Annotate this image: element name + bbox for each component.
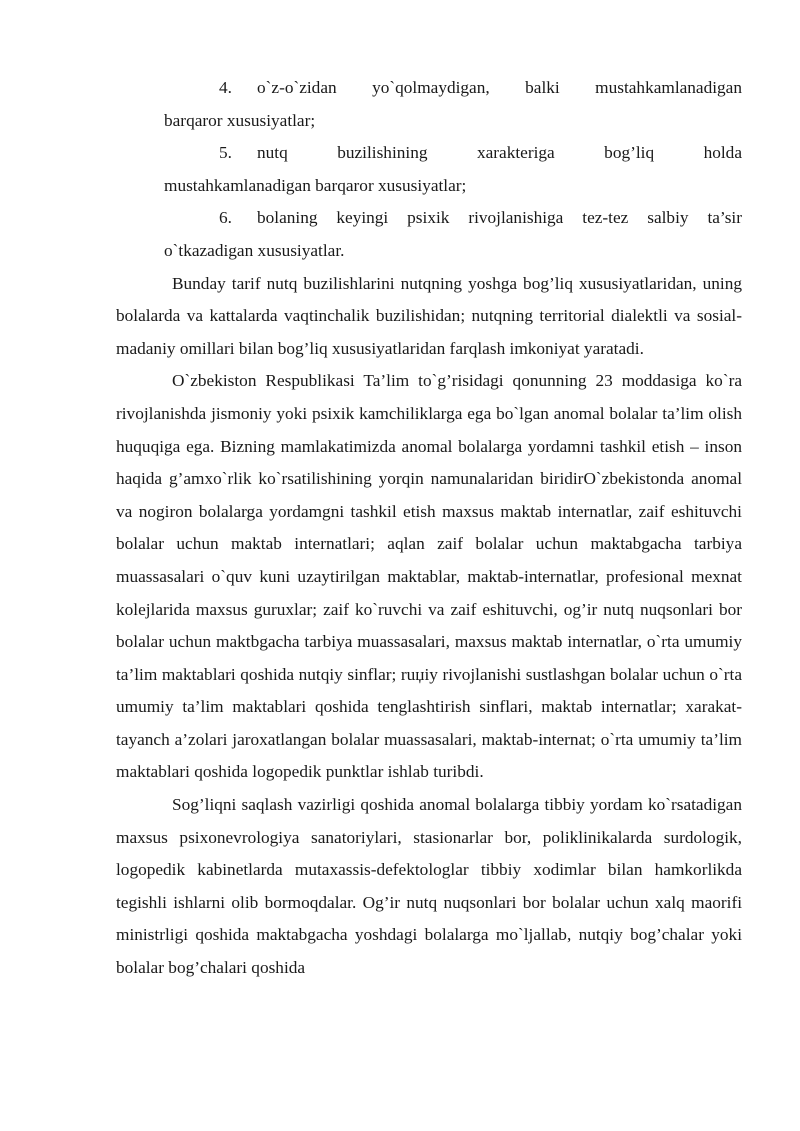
list-item-text: bolaning keyingi psixik rivojlanishiga tez-tez salbiy ta’sir (257, 208, 742, 228)
list-item-continuation: mustahkamlanadigan barqaror xususiyatlar; (164, 175, 467, 195)
list-item-6 (116, 202, 742, 267)
list-item-5 (116, 137, 742, 202)
paragraph-definition: Bunday tarif nutq buzilishlarini nutqning yoshga bog’liq xususiyatlaridan, uning bolalarda va kattalarda vaqtinchalik buzilishidan; nutqning territorial dialektli va sosial-madaniy omillari bilan bog’liq xususiyatlaridan farqlash imkoniyat yaratadi. (116, 273, 742, 358)
list-number: 5. (219, 143, 232, 163)
list-item-4 (116, 72, 742, 137)
list-item-first-line (164, 137, 742, 170)
list-item-text: nutq buzilishining xarakteriga bog’liq holda (257, 143, 742, 163)
paragraph-law: O`zbekiston Respublikasi Ta’lim to`g’risidagi qonunning 23 moddasiga ko`ra rivojlanishda jismoniy yoki psixik kamchiliklarga ega bo`lgan anomal bolalar ta’lim olish huquqiga ega. Bizning mamlakatimizda anomal bolalarga yordamni tashkil etish – inson haqida g’amxo`rlik ko`rsatilishining yorqin namunalaridan biridirO`zbekistonda anomal va nogiron bolalarga yordamgni tashkil etish maxsus maktab internatlar, zaif eshituvchi bolalar uchun maktab internatlari; aqlan zaif bolalar uchun maktabgacha tarbiya muassasalari o`quv kuni uzaytirilgan maktablar, maktab-internatlar, profesional mexnat kolejlarida maxsus guruxlar; zaif ko`ruvchi va zaif eshituvchi, og’ir nutq nuqsonlari bor bolalar uchun maktbgacha tarbiya muassasalari, maxsus maktab internatlar, o`rta umumiy ta’lim maktablari qoshida nutqiy sinflar; ruџiy rivojlanishi sustlashgan bolalar uchun o`rta umumiy ta’lim maktablari qoshida tenglashtirish sinflari, maktab internatlar; xarakat-tayanch a’zolari jaroxatlangan bolalar muassasalari, maktab-internat; o`rta umumiy ta’lim maktablari qoshida logopedik punktlar ishlab turibdi. (116, 371, 742, 782)
list-item-first-line (164, 72, 742, 105)
list-item-continuation: barqaror xususiyatlar; (164, 110, 316, 130)
list-item-text: o`z-o`zidan yo`qolmaydigan, balki mustahkamlanadigan (257, 78, 742, 97)
list-number: 6. (219, 208, 232, 228)
page-content (116, 72, 742, 985)
list-item-continuation: o`tkazadigan xususiyatlar. (164, 240, 345, 260)
list-item-first-line (164, 202, 742, 235)
list-number: 4. (219, 78, 232, 97)
paragraph-health-ministry: Sog’liqni saqlash vazirligi qoshida anomal bolalarga tibbiy yordam ko`rsatadigan maxsus psixonevrologiya sanatoriylari, stasionarlar bor, poliklinikalarda surdologik, logopedik kabinetlarda mutaxassis-defektologlar tibbiy xodimlar bilan hamkorlikda tegishli ishlarni olib bormoqdalar. Og’ir nutq nuqsonlari bor bolalar uchun xalq maorifi ministrligi qoshida maktabgacha yoshdagi bolalarga mo`ljallab, nutqiy bog’chalar yoki bolalar bog’chalari qoshida (116, 795, 742, 978)
